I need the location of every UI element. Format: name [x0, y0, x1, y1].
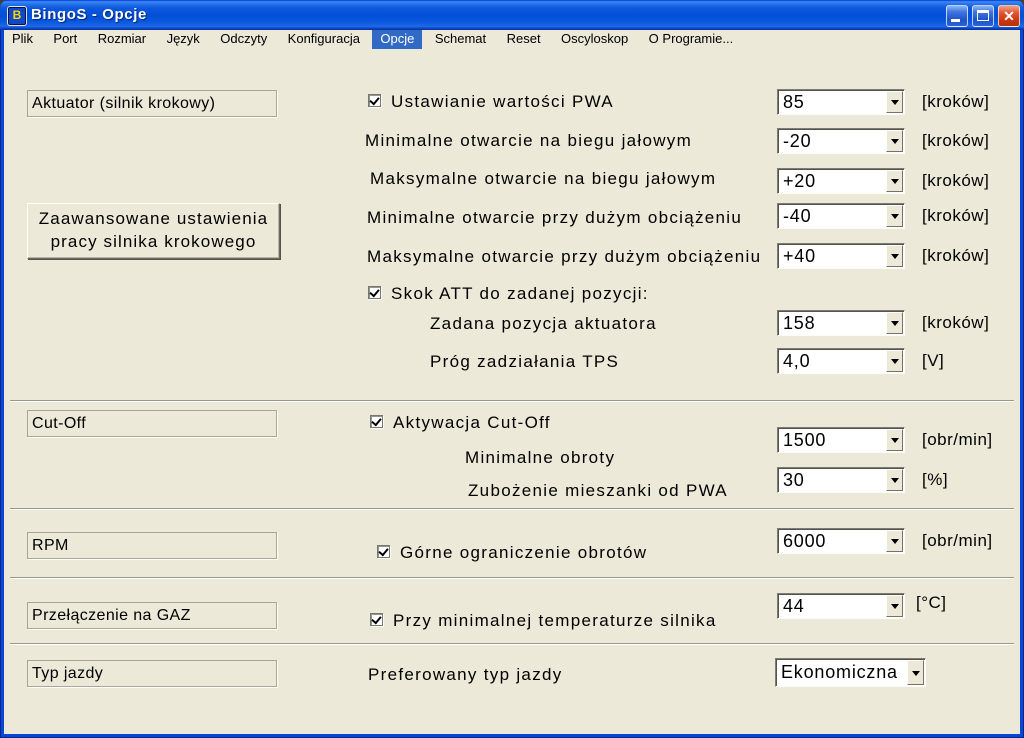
group-label-typ-jazdy: Typ jazdy: [27, 660, 277, 687]
checkbox-ustawianie-pwa[interactable]: [368, 94, 381, 107]
label-skok-att[interactable]: Skok ATT do zadanej pozycji:: [391, 284, 649, 303]
unit-label: [%]: [922, 470, 949, 489]
checkmark-icon: [369, 287, 379, 298]
combo-min-otwarcie-jalowy[interactable]: [777, 128, 905, 154]
checkmark-icon: [371, 614, 381, 625]
combo-min-otwarcie-obciazenie[interactable]: [777, 203, 905, 229]
combo-min-obroty-value[interactable]: 1500: [783, 430, 827, 450]
maximize-button[interactable]: [972, 5, 994, 27]
unit-label: [V]: [922, 351, 945, 370]
combo-min-otwarcie-jalowy-value[interactable]: -20: [783, 131, 812, 151]
menu-item-konfiguracja[interactable]: Konfiguracja: [287, 31, 360, 46]
combo-min-obroty-dropdown-button[interactable]: [886, 429, 903, 451]
label-max-otwarcie-obciazenie: Maksymalne otwarcie przy dużym obciążeniu: [367, 247, 762, 266]
combo-zubozenie-mieszanki-value[interactable]: 30: [783, 470, 805, 490]
advanced-settings-button[interactable]: [27, 203, 280, 259]
checkmark-icon: [378, 546, 388, 557]
combo-zadana-pozycja-value[interactable]: 158: [783, 313, 816, 333]
combo-max-otwarcie-obciazenie-value[interactable]: +40: [783, 246, 816, 266]
label-gorne-ograniczenie[interactable]: Górne ograniczenie obrotów: [400, 543, 648, 562]
combo-zubozenie-mieszanki-dropdown-button[interactable]: [886, 469, 903, 491]
dropdown-arrow-icon: [891, 254, 899, 259]
dropdown-arrow-icon: [891, 604, 899, 609]
combo-max-otwarcie-obciazenie-dropdown-button[interactable]: [886, 245, 903, 267]
menu-item-odczyty[interactable]: Odczyty: [220, 31, 268, 46]
divider: [10, 400, 1014, 402]
label-prog-tps: Próg zadziałania TPS: [430, 352, 620, 371]
options-form: [4, 49, 1020, 734]
combo-prog-tps-dropdown-button[interactable]: [886, 350, 903, 372]
combo-min-otwarcie-obciazenie-dropdown-button[interactable]: [886, 205, 903, 227]
dropdown-arrow-icon: [891, 321, 899, 326]
combo-pwa-value[interactable]: 85: [783, 92, 805, 112]
combo-min-temperatura[interactable]: [777, 593, 905, 619]
dropdown-arrow-icon: [891, 478, 899, 483]
menu-item-rozmiar[interactable]: Rozmiar: [97, 31, 147, 46]
combo-gorne-ograniczenie[interactable]: [777, 528, 905, 554]
divider: [10, 508, 1014, 510]
menu-item-reset[interactable]: Reset: [506, 31, 541, 46]
divider: [10, 577, 1014, 579]
checkbox-przy-min-temperaturze[interactable]: [370, 613, 383, 626]
menu-item-oscyloskop[interactable]: Oscyloskop: [561, 31, 629, 46]
unit-label: [°C]: [916, 593, 947, 612]
label-min-obroty: Minimalne obroty: [465, 448, 616, 467]
titlebar[interactable]: [0, 0, 1024, 30]
group-label-rpm: RPM: [27, 532, 277, 559]
dropdown-arrow-icon: [891, 539, 899, 544]
combo-max-otwarcie-jalowy-dropdown-button[interactable]: [886, 170, 903, 192]
combo-typ-jazdy-dropdown-button[interactable]: [907, 660, 924, 685]
advanced-settings-line1: Zaawansowane ustawienia: [38, 209, 269, 228]
checkbox-aktywacja-cutoff[interactable]: [370, 415, 383, 428]
divider: [10, 643, 1014, 645]
unit-label: [kroków]: [922, 92, 990, 111]
group-label-gaz: Przełączenie na GAZ: [27, 602, 277, 629]
group-label-cutoff: Cut-Off: [27, 410, 277, 437]
combo-gorne-ograniczenie-value[interactable]: 6000: [783, 531, 827, 551]
combo-typ-jazdy-value[interactable]: Ekonomiczna: [781, 662, 898, 682]
unit-label: [kroków]: [922, 131, 990, 150]
label-preferowany-typ-jazdy: Preferowany typ jazdy: [368, 665, 563, 684]
combo-prog-tps[interactable]: [777, 348, 905, 374]
combo-min-obroty[interactable]: [777, 427, 905, 453]
combo-max-otwarcie-jalowy[interactable]: [777, 168, 905, 194]
label-zubozenie-mieszanki: Zubożenie mieszanki od PWA: [468, 481, 728, 500]
dropdown-arrow-icon: [891, 359, 899, 364]
checkmark-icon: [371, 416, 381, 427]
combo-zubozenie-mieszanki[interactable]: [777, 467, 905, 493]
unit-label: [kroków]: [922, 246, 990, 265]
checkmark-icon: [369, 95, 379, 106]
app-icon: B: [8, 7, 26, 25]
menubar: [4, 30, 1020, 50]
combo-prog-tps-value[interactable]: 4,0: [783, 351, 811, 371]
dropdown-arrow-icon: [891, 100, 899, 105]
dropdown-arrow-icon: [891, 214, 899, 219]
minimize-icon: [951, 19, 960, 22]
dropdown-arrow-icon: [891, 438, 899, 443]
label-max-otwarcie-jalowy: Maksymalne otwarcie na biegu jałowym: [370, 169, 717, 188]
unit-label: [obr/min]: [922, 531, 993, 550]
dropdown-arrow-icon: [891, 179, 899, 184]
dropdown-arrow-icon: [912, 671, 920, 676]
window-title: BingoS - Opcje: [31, 6, 147, 23]
label-zadana-pozycja: Zadana pozycja aktuatora: [430, 314, 657, 333]
label-ustawianie-pwa[interactable]: Ustawianie wartości PWA: [391, 92, 614, 111]
group-label-aktuator: Aktuator (silnik krokowy): [27, 90, 277, 117]
menu-item-jezyk[interactable]: Język: [166, 31, 200, 46]
menu-item-port[interactable]: Port: [53, 31, 78, 46]
maximize-icon: [977, 10, 989, 21]
unit-label: [kroków]: [922, 171, 990, 190]
combo-zadana-pozycja-dropdown-button[interactable]: [886, 312, 903, 334]
combo-max-otwarcie-obciazenie[interactable]: [777, 243, 905, 269]
close-icon: ✕: [1003, 8, 1015, 24]
combo-pwa-dropdown-button[interactable]: [886, 91, 903, 113]
combo-typ-jazdy[interactable]: [775, 658, 926, 687]
checkbox-gorne-ograniczenie[interactable]: [377, 545, 390, 558]
checkbox-skok-att[interactable]: [368, 286, 381, 299]
dropdown-arrow-icon: [891, 139, 899, 144]
window-body: [4, 30, 1020, 734]
label-min-otwarcie-obciazenie: Minimalne otwarcie przy dużym obciążeniu: [367, 208, 743, 227]
combo-min-otwarcie-jalowy-dropdown-button[interactable]: [886, 130, 903, 152]
combo-min-otwarcie-obciazenie-value[interactable]: -40: [783, 206, 812, 226]
label-min-otwarcie-jalowy: Minimalne otwarcie na biegu jałowym: [365, 131, 693, 150]
combo-min-temperatura-dropdown-button[interactable]: [886, 595, 903, 617]
menu-item-opcje[interactable]: Opcje: [372, 30, 422, 49]
menu-item-o-programie[interactable]: O Programie...: [648, 31, 734, 46]
combo-zadana-pozycja[interactable]: [777, 310, 905, 336]
minimize-button[interactable]: [946, 5, 968, 27]
advanced-settings-line2: pracy silnika krokowego: [50, 232, 257, 251]
combo-pwa[interactable]: [777, 89, 905, 115]
close-button[interactable]: [998, 5, 1020, 27]
label-przy-min-temperaturze[interactable]: Przy minimalnej temperaturze silnika: [393, 611, 717, 630]
menu-item-plik[interactable]: Plik: [12, 31, 33, 46]
unit-label: [kroków]: [922, 206, 990, 225]
combo-min-temperatura-value[interactable]: 44: [783, 596, 805, 616]
menu-item-schemat[interactable]: Schemat: [434, 31, 487, 46]
combo-max-otwarcie-jalowy-value[interactable]: +20: [783, 171, 816, 191]
unit-label: [kroków]: [922, 313, 990, 332]
label-aktywacja-cutoff[interactable]: Aktywacja Cut-Off: [393, 413, 551, 432]
combo-gorne-ograniczenie-dropdown-button[interactable]: [886, 530, 903, 552]
unit-label: [obr/min]: [922, 430, 993, 449]
